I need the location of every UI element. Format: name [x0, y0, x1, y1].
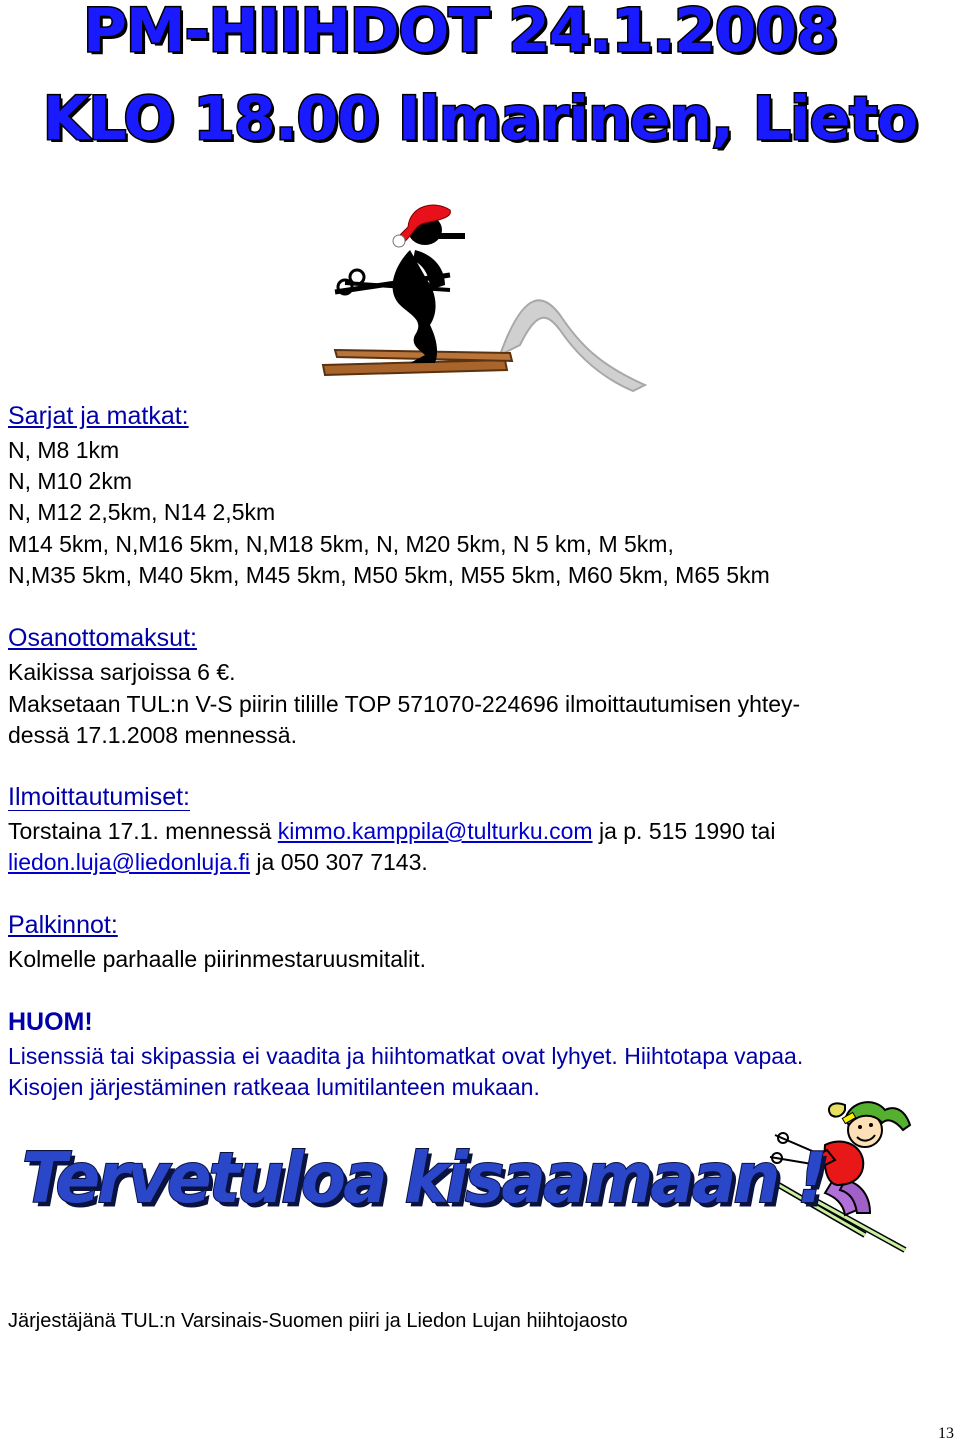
title-line-2: KLO 18.00 Ilmarinen, Lieto [42, 84, 918, 154]
email-link-kimmo[interactable]: kimmo.kamppila@tulturku.com [277, 818, 593, 844]
fees-line: Kaikissa sarjoissa 6 €. [8, 659, 236, 685]
series-heading: Sarjat ja matkat: [8, 402, 189, 430]
note-line: Lisenssiä tai skipassia ei vaadita ja hiihtomatkat ovat lyhyet. Hiihtotapa vapaa. [8, 1043, 804, 1069]
organizer-text: Järjestäjänä TUL:n Varsinais-Suomen piiri ja Liedon Lujan hiihtojaosto [8, 1310, 628, 1332]
prizes-heading: Palkinnot: [8, 911, 118, 939]
page-number: 13 [938, 1425, 954, 1442]
series-line: N,M35 5km, M40 5km, M45 5km, M50 5km, M55 5km, M60 5km, M65 5km [8, 562, 770, 588]
registration-suffix: ja 050 307 7143. [250, 849, 428, 875]
series-line: N, M12 2,5km, N14 2,5km [8, 499, 276, 525]
note-line: Kisojen järjestäminen ratkeaa lumitilanteen mukaan. [8, 1074, 540, 1100]
welcome-banner: Tervetuloa kisaamaan ! [22, 1138, 825, 1219]
series-line: N, M10 2km [8, 468, 132, 494]
registration-line-1 [8, 816, 775, 847]
fees-heading: Osanottomaksut: [8, 624, 197, 652]
email-link-liedonluja[interactable]: liedon.luja@liedonluja.fi [8, 849, 251, 875]
registration-heading: Ilmoittautumiset: [8, 783, 191, 811]
registration-prefix: Torstaina 17.1. mennessä [8, 818, 278, 844]
fees-line: Maksetaan TUL:n V-S piirin tilille TOP 571070-224696 ilmoittautumisen yhtey- [8, 691, 801, 717]
skier-stick-figure-illustration [315, 195, 655, 395]
fees-line: dessä 17.1.2008 mennessä. [8, 722, 297, 748]
note-heading: HUOM! [8, 1008, 93, 1036]
series-line: N, M8 1km [8, 437, 120, 463]
prizes-text: Kolmelle parhaalle piirinmestaruusmitalit. [8, 946, 427, 972]
registration-middle: ja p. 515 1990 tai [592, 818, 776, 844]
title-line-1: PM-HIIHDOT 24.1.2008 [82, 0, 838, 66]
series-line: M14 5km, N,M16 5km, N,M18 5km, N, M20 5km, N 5 km, M 5km, [8, 531, 674, 557]
registration-line-2 [8, 847, 428, 878]
